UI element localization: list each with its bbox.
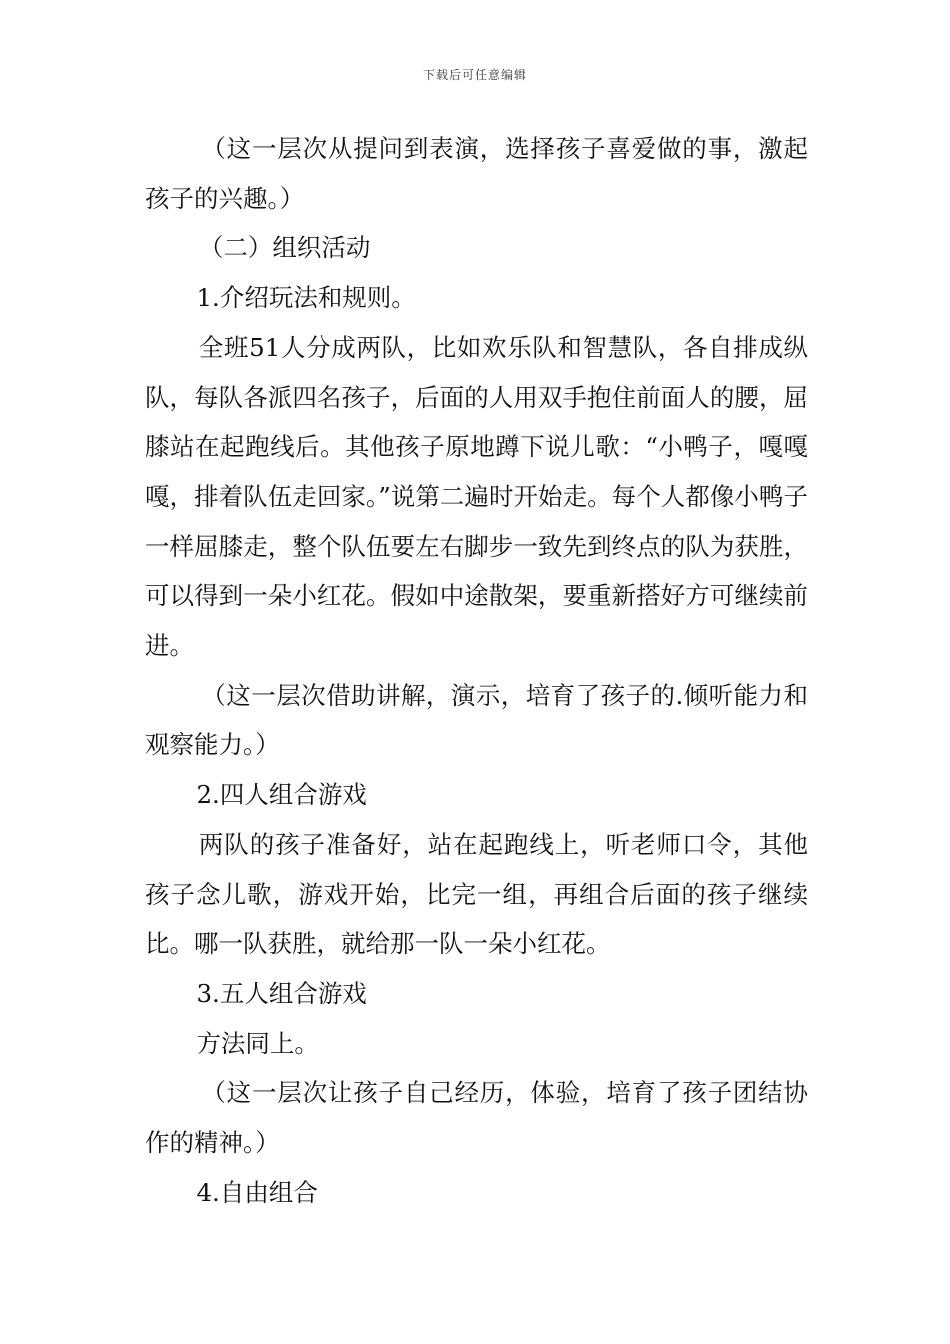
paragraph-four-person: 两队的孩子准备好，站在起跑线上，听老师口令，其他孩子念儿歌，游戏开始，比完一组，再组合后面的孩子继续比。哪一队获胜，就给那一队一朵小红花。	[145, 829, 808, 959]
step-heading-rules: 1.介绍玩法和规则。	[196, 283, 416, 313]
paragraph-five-person: 方法同上。	[196, 1028, 319, 1058]
paragraph-intro-note: （这一层次从提问到表演，选择孩子喜爱做的事，激起孩子的兴趣。）	[145, 134, 808, 213]
section-heading-organize: （二）组织活动	[198, 233, 371, 263]
paragraph-five-person-note: （这一层次让孩子自己经历，体验，培育了孩子团结协作的精神。）	[145, 1078, 808, 1158]
step-heading-free-group: 4.自由组合	[196, 1177, 318, 1207]
header-note: 下载后可任意编辑	[422, 68, 527, 82]
paragraph-rules-note: （这一层次借助讲解，演示，培育了孩子的.倾听能力和观察能力。）	[145, 680, 808, 760]
paragraph-rules: 全班51人分成两队，比如欢乐队和智慧队，各自排成纵队，每队各派四名孩子，后面的人用双手抱住前面人的腰，屈膝站在起跑线后。其他孩子原地蹲下说儿歌：“小鸭子，嘎嘎嘎，排着队伍走回家。”说第二遍时开始走。每个人都像小鸭子一样屈膝走，整个队伍要左右脚步一致先到终点的队为获胜，可以得到一朵小红花。假如中途散架，要重新搭好方可继续前进。	[145, 332, 808, 661]
document-body	[145, 124, 808, 1217]
step-heading-four-person: 2.四人组合游戏	[196, 780, 367, 810]
step-heading-five-person: 3.五人组合游戏	[196, 978, 367, 1008]
